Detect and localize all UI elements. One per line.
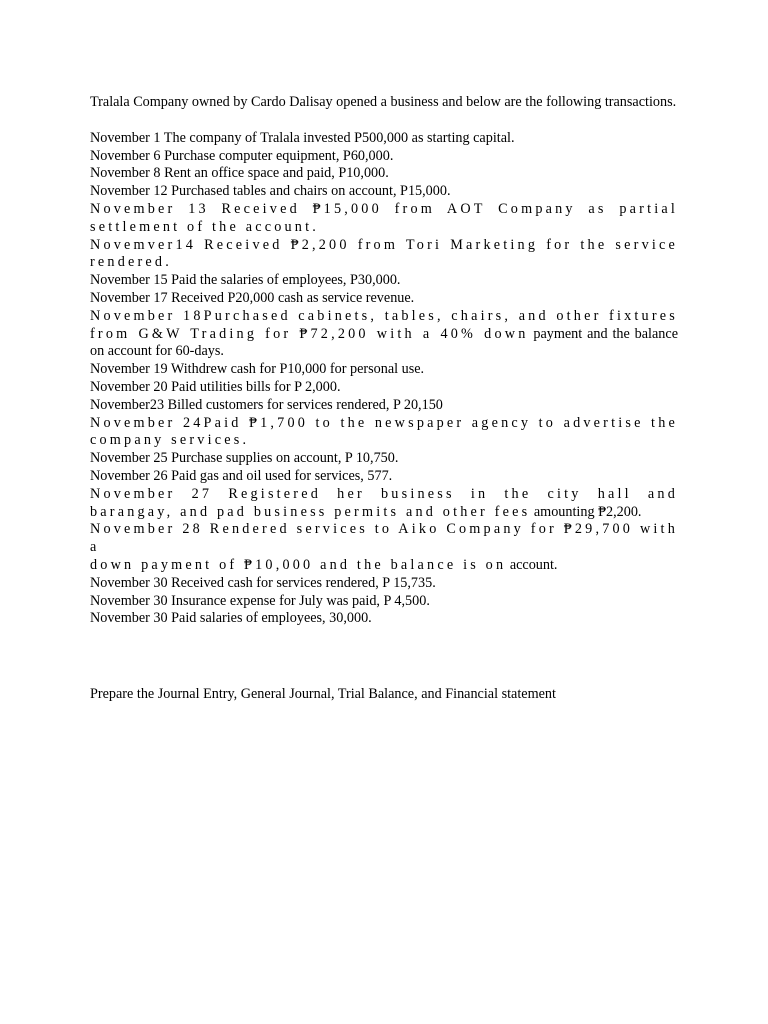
transaction-nov-19: November 19 Withdrew cash for P10,000 for personal use. (90, 361, 425, 378)
transaction-nov-27-line-2-spaced: barangay, and pad business permits and other fees (90, 503, 531, 520)
transaction-nov-24-line-2: company services. (90, 432, 250, 449)
transaction-nov-25: November 25 Purchase supplies on account, P 10,750. (90, 450, 399, 467)
transaction-nov-28-line-2-rest: account. (506, 556, 558, 573)
transaction-nov-27-line-2 (90, 504, 678, 522)
document-body (90, 94, 678, 628)
transaction-nov-18-line-2-spaced: from G&W Trading for ₱72,200 with a 40% down (90, 325, 529, 342)
transaction-nov-17: November 17 Received P20,000 cash as service revenue. (90, 289, 415, 306)
transaction-nov-18-line-2-rest: payment and the balance (528, 325, 678, 342)
transaction-list (90, 130, 678, 628)
transaction-nov-30-insurance: November 30 Insurance expense for July was paid, P 4,500. (90, 592, 430, 609)
transaction-nov-28-line-1: November 28 Rendered services to Aiko Company for ₱29,700 with a (90, 521, 678, 556)
transaction-nov-18-line-3: on account for 60-days. (90, 343, 224, 360)
transaction-nov-27-line-1: November 27 Registered her business in the city hall and (90, 485, 678, 502)
transaction-nov-30-cash: November 30 Received cash for services rendered, P 15,735. (90, 574, 436, 591)
transaction-nov-20: November 20 Paid utilities bills for P 2,000. (90, 378, 341, 395)
transaction-nov-8: November 8 Rent an office space and paid, P10,000. (90, 165, 389, 182)
transaction-nov-30-salaries: November 30 Paid salaries of employees, 30,000. (90, 610, 372, 627)
intro-paragraph: Tralala Company owned by Cardo Dalisay opened a business and below are the following transactions. (90, 94, 677, 110)
instruction-text: Prepare the Journal Entry, General Journal, Trial Balance, and Financial statement (90, 686, 556, 702)
transaction-nov-18-line-2 (90, 326, 678, 344)
transaction-nov-27-line-2-rest: amounting ₱2,200. (530, 503, 642, 520)
transaction-nov-14-line-1: Novemver14 Received ₱2,200 from Tori Marketing for the service (90, 236, 678, 253)
transaction-nov-6: November 6 Purchase computer equipment, P60,000. (90, 147, 394, 164)
transaction-nov-14-line-2: rendered. (90, 254, 172, 271)
transaction-nov-18-line-1: November 18Purchased cabinets, tables, chairs, and other fixtures (90, 307, 678, 324)
transaction-nov-1: November 1 The company of Tralala invested P500,000 as starting capital. (90, 129, 515, 146)
transaction-nov-23: November23 Billed customers for services rendered, P 20,150 (90, 396, 443, 413)
transaction-nov-24-line-1: November 24Paid ₱1,700 to the newspaper agency to advertise the (90, 414, 678, 431)
transaction-nov-15: November 15 Paid the salaries of employees, P30,000. (90, 272, 401, 289)
transaction-nov-28-line-2-spaced: down payment of ₱10,000 and the balance is on (90, 556, 507, 573)
transaction-nov-28-line-2 (90, 557, 678, 575)
transaction-nov-13-line-2: settlement of the account. (90, 218, 319, 235)
transaction-nov-13-line-1: November 13 Received ₱15,000 from AOT Company as partial (90, 200, 678, 217)
transaction-nov-26: November 26 Paid gas and oil used for services, 577. (90, 467, 393, 484)
transaction-nov-12: November 12 Purchased tables and chairs on account, P15,000. (90, 183, 451, 200)
